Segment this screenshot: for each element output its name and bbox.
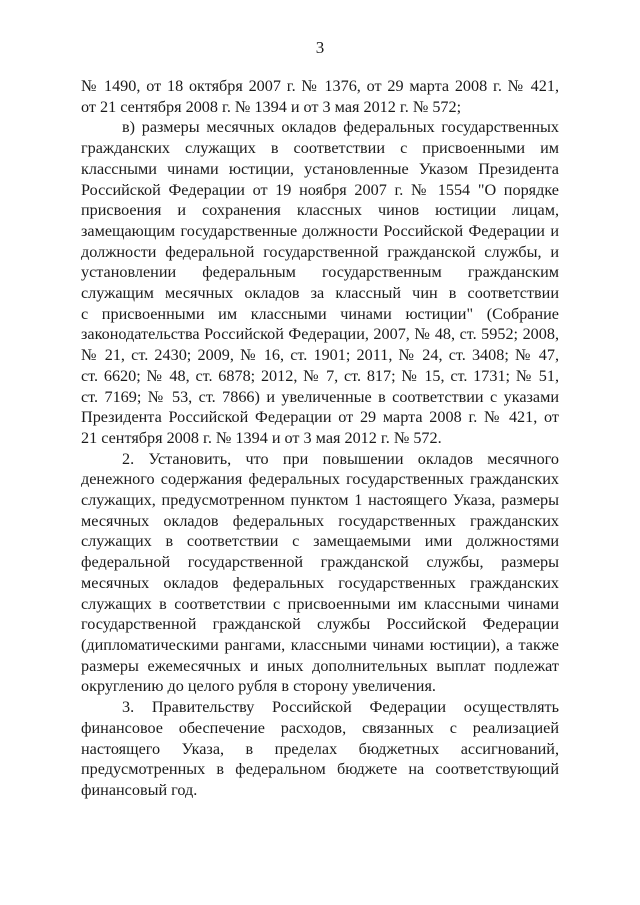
text-line: № 1490, от 18 октября 2007 г. № 1376, от 29 марта 2008 г. № 421, (81, 77, 559, 95)
text-line: Президента Российской Федерации от 29 марта 2008 г. № 421, от (81, 408, 559, 427)
text-line: государственной гражданской службы Российской Федерации (81, 615, 559, 634)
paragraph-2 (81, 449, 559, 697)
text-line: 21 сентября 2008 г. № 1394 и от 3 мая 2012 г. № 572. (81, 428, 442, 447)
text-line: Российской Федерации от 19 ноября 2007 г. № 1554 "О порядке (81, 180, 559, 199)
text-line: установлении федеральным государственным гражданским (81, 263, 559, 282)
text-line: финансовое обеспечение расходов, связанных с реализацией (81, 718, 559, 737)
page-number: 3 (315, 38, 325, 57)
text-line: классными чинами юстиции, установленные Указом Президента (81, 159, 559, 178)
text-line: месячных окладов федеральных государственных гражданских (81, 511, 559, 530)
text-line: от 21 сентября 2008 г. № 1394 и от 3 мая 2012 г. № 572; (81, 97, 462, 116)
text-line: законодательства Российской Федерации, 2007, № 48, ст. 5952; 2008, (81, 325, 559, 344)
text-line: присвоения и сохранения классных чинов юстиции лицам, (81, 201, 559, 220)
text-line: с присвоенными им классными чинами юстиции" (Собрание (81, 304, 559, 323)
text-line: (дипломатическими рангами, классными чинами юстиции), а также (81, 635, 559, 654)
text-line: настоящего Указа, в пределах бюджетных ассигнований, (81, 739, 559, 758)
text-line: предусмотренных в федеральном бюджете на соответствующий (81, 760, 559, 779)
paragraph-continuation (81, 76, 559, 117)
text-line: 2. Установить, что при повышении окладов месячного (122, 449, 559, 468)
text-line: ст. 6620; № 48, ст. 6878; 2012, № 7, ст. 817; № 15, ст. 1731; № 51, (81, 366, 559, 385)
text-line: служащих в соответствии с присвоенными им классными чинами (81, 594, 559, 613)
paragraph-3 (81, 697, 559, 801)
text-line: месячных окладов федеральных государственных гражданских (81, 573, 559, 592)
paragraph-item-v (81, 117, 559, 448)
text-line: 3. Правительству Российской Федерации осуществлять (122, 698, 559, 717)
text-line: служащим месячных окладов за классный чин в соответствии (81, 284, 559, 303)
text-line: денежного содержания федеральных государственных гражданских (81, 470, 559, 489)
text-line: округлению до целого рубля в сторону увеличения. (81, 677, 436, 696)
document-body (81, 76, 559, 801)
text-line: служащих в соответствии с замещаемыми ими должностями (81, 532, 559, 551)
text-line: должности федеральной государственной гражданской службы, и (81, 242, 559, 261)
text-line: финансовый год. (81, 780, 198, 799)
text-line: федеральной государственной гражданской службы, размеры (81, 553, 559, 572)
text-line: замещающим государственные должности Российской Федерации и (81, 221, 559, 240)
text-line: № 21, ст. 2430; 2009, № 16, ст. 1901; 2011, № 24, ст. 3408; № 47, (81, 346, 559, 365)
text-line: ст. 7169; № 53, ст. 7866) и увеличенные в соответствии с указами (81, 387, 559, 406)
text-line: гражданских служащих в соответствии с присвоенными им (81, 139, 559, 158)
text-line: служащих, предусмотренном пунктом 1 настоящего Указа, размеры (81, 491, 559, 510)
text-line: в) размеры месячных окладов федеральных государственных (122, 118, 559, 137)
text-line: размеры ежемесячных и иных дополнительных выплат подлежат (81, 656, 559, 675)
